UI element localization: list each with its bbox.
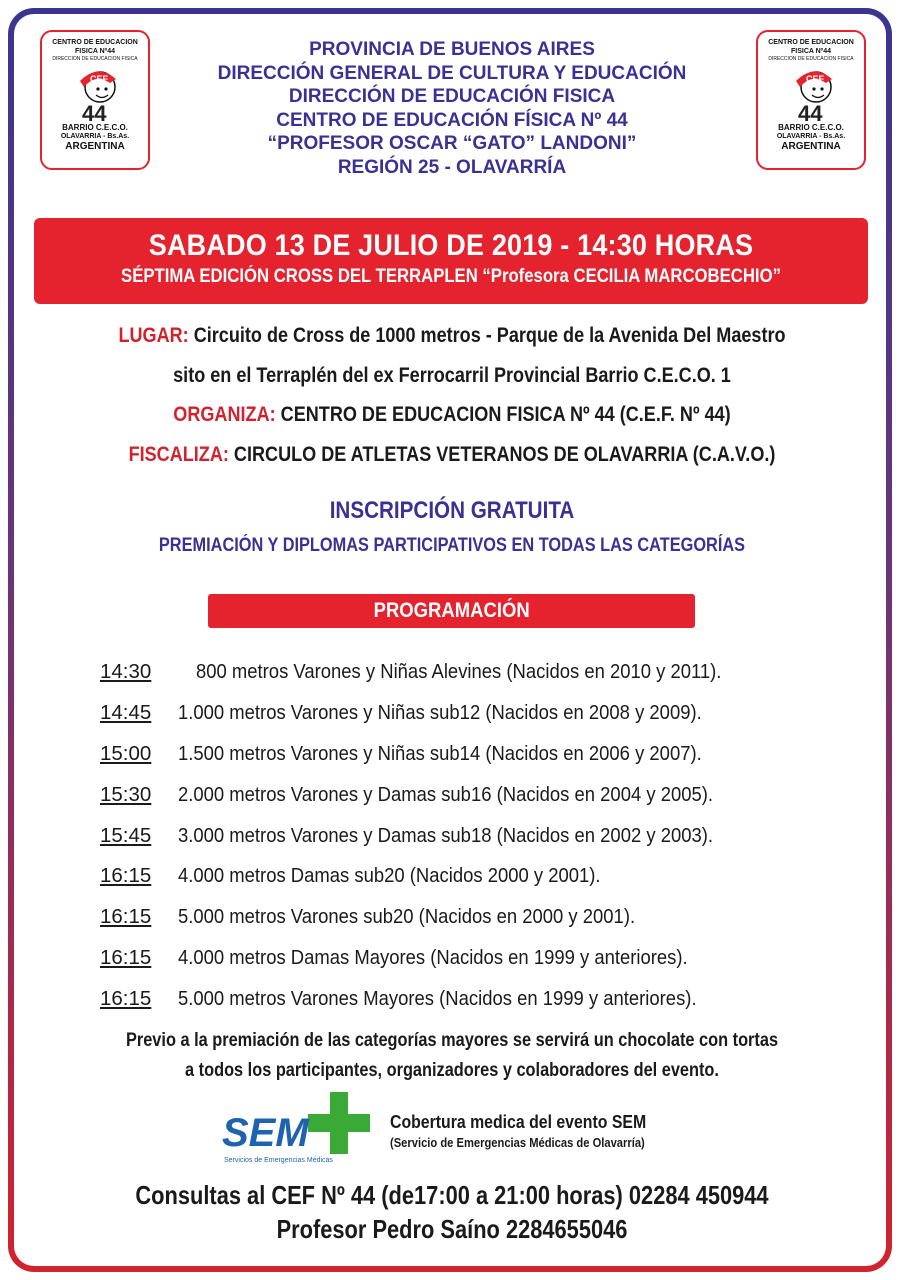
logo-line-1: BARRIO C.E.C.O. bbox=[62, 123, 128, 132]
logo-line-3: ARGENTINA bbox=[781, 141, 841, 152]
schedule-row bbox=[100, 774, 860, 815]
logo-badge-text: CEF bbox=[90, 74, 108, 84]
header-line: DIRECCIÓN DE EDUCACIÓN FISICA bbox=[288, 86, 616, 107]
fiscaliza-text: CIRCULO DE ATLETAS VETERANOS DE OLAVARRIA (C.A.V.O.) bbox=[233, 443, 776, 466]
header-line: PROVINCIA DE BUENOS AIRES bbox=[309, 39, 595, 60]
schedule-row bbox=[100, 938, 860, 979]
logo-number: 44 bbox=[82, 101, 107, 123]
logo-arc-text: CENTRO DE EDUCACION FISICA Nº44 bbox=[768, 39, 854, 55]
cef-logo-left bbox=[40, 30, 150, 170]
mascot-icon bbox=[776, 65, 846, 123]
schedule-row bbox=[100, 897, 860, 938]
organiza-line bbox=[80, 399, 823, 431]
inscripcion-title: INSCRIPCIÓN GRATUITA bbox=[329, 497, 575, 524]
sem-logo-icon bbox=[222, 1088, 378, 1168]
sem-logo-caption: Servicios de Emergencias Médicas bbox=[224, 1157, 333, 1164]
schedule-row bbox=[100, 815, 860, 856]
cef-logo-right bbox=[756, 30, 866, 170]
sem-subtitle: (Servicio de Emergencias Médicas de Olavarría) bbox=[390, 1135, 645, 1150]
lugar-label: LUGAR: bbox=[118, 324, 189, 347]
event-date: SABADO 13 DE JULIO DE 2019 - 14:30 HORAS bbox=[148, 229, 754, 262]
header-line: DIRECCIÓN GENERAL DE CULTURA Y EDUCACIÓN bbox=[217, 62, 687, 84]
schedule-row bbox=[100, 978, 860, 1019]
schedule-time: 14:30 bbox=[100, 660, 152, 684]
logo-arc-subtext: DIRECCION DE EDUCACION FISICA bbox=[768, 56, 854, 62]
contact-line-2: Profesor Pedro Saíno 2284655046 bbox=[276, 1214, 628, 1244]
contact-line-1: Consultas al CEF Nº 44 (de17:00 a 21:00 horas) 02284 450944 bbox=[135, 1180, 769, 1210]
schedule-row bbox=[100, 652, 860, 693]
lugar-text-2: sito en el Terraplén del ex Ferrocarril Provincial Barrio C.E.C.O. 1 bbox=[173, 364, 731, 387]
schedule-time: 14:45 bbox=[100, 701, 152, 725]
schedule-row bbox=[100, 693, 860, 734]
schedule-desc: 3.000 metros Varones y Damas sub18 (Nacidos en 2002 y 2003). bbox=[178, 823, 714, 847]
event-banner bbox=[34, 218, 868, 304]
schedule-time: 15:45 bbox=[100, 823, 152, 847]
header-line: CENTRO DE EDUCACIÓN FÍSICA Nº 44 bbox=[276, 109, 628, 131]
lugar-line-2 bbox=[80, 360, 823, 392]
schedule-desc: 4.000 metros Damas sub20 (Nacidos 2000 y 2001). bbox=[178, 864, 601, 888]
organiza-label: ORGANIZA: bbox=[173, 403, 276, 426]
schedule-time: 15:30 bbox=[100, 782, 152, 806]
sem-title: Cobertura medica del evento SEM bbox=[390, 1112, 647, 1132]
logo-badge-text: CEF bbox=[806, 74, 824, 84]
logo-line-2: OLAVARRIA - Bs.As. bbox=[776, 133, 846, 140]
fiscaliza-line bbox=[80, 439, 823, 471]
schedule-desc: 4.000 metros Damas Mayores (Nacidos en 1999 y anteriores). bbox=[178, 945, 688, 969]
logo-arc-subtext: DIRECCION DE EDUCACION FISICA bbox=[52, 56, 138, 62]
lugar-text: Circuito de Cross de 1000 metros - Parque de la Avenida Del Maestro bbox=[193, 324, 786, 347]
inscripcion-subtitle: PREMIACIÓN Y DIPLOMAS PARTICIPATIVOS EN TODAS LAS CATEGORÍAS bbox=[158, 535, 746, 556]
event-edition: SÉPTIMA EDICIÓN CROSS DEL TERRAPLEN “Profesora CECILIA MARCOBECHIO” bbox=[121, 266, 781, 287]
organiza-text: CENTRO DE EDUCACION FISICA Nº 44 (C.E.F. Nº 44) bbox=[280, 403, 731, 426]
schedule-time: 15:00 bbox=[100, 741, 152, 765]
schedule-list bbox=[100, 652, 860, 1019]
contact-info bbox=[72, 1178, 831, 1246]
lugar-line bbox=[80, 320, 823, 352]
logo-arc-text: CENTRO DE EDUCACION FISICA Nº44 bbox=[52, 39, 138, 55]
institution-header bbox=[160, 38, 744, 179]
logo-line-2: OLAVARRIA - Bs.As. bbox=[60, 133, 130, 140]
schedule-desc: 2.000 metros Varones y Damas sub16 (Nacidos en 2004 y 2005). bbox=[178, 782, 714, 806]
chocolate-note bbox=[63, 1026, 840, 1086]
header-line: REGIÓN 25 - OLAVARRÍA bbox=[337, 156, 567, 178]
programacion-label: PROGRAMACIÓN bbox=[373, 599, 530, 622]
logo-line-3: ARGENTINA bbox=[65, 141, 125, 152]
schedule-desc: 1.000 metros Varones y Niñas sub12 (Nacidos en 2008 y 2009). bbox=[178, 701, 702, 725]
fiscaliza-label: FISCALIZA: bbox=[128, 443, 229, 466]
logo-line-1: BARRIO C.E.C.O. bbox=[778, 123, 844, 132]
schedule-row bbox=[100, 734, 860, 775]
schedule-desc: 5.000 metros Varones sub20 (Nacidos en 2000 y 2001). bbox=[178, 905, 636, 929]
logo-number: 44 bbox=[798, 101, 823, 123]
schedule-time: 16:15 bbox=[100, 905, 152, 929]
mascot-icon bbox=[60, 65, 130, 123]
header-line: “PROFESOR OSCAR “GATO” LANDONI” bbox=[267, 133, 637, 154]
schedule-row bbox=[100, 856, 860, 897]
schedule-time: 16:15 bbox=[100, 986, 152, 1010]
schedule-desc: 5.000 metros Varones Mayores (Nacidos en 1999 y anteriores). bbox=[178, 986, 697, 1010]
note-line-2: a todos los participantes, organizadores y colaboradores del evento. bbox=[185, 1060, 719, 1081]
programacion-title bbox=[208, 594, 695, 628]
schedule-time: 16:15 bbox=[100, 945, 152, 969]
schedule-desc: 800 metros Varones y Niñas Alevines (Nacidos en 2010 y 2011). bbox=[196, 660, 722, 684]
sem-coverage bbox=[390, 1112, 686, 1150]
sem-logo-text: SEM bbox=[222, 1111, 309, 1155]
schedule-time: 16:15 bbox=[100, 864, 152, 888]
note-line-1: Previo a la premiación de las categorías mayores se servirá un chocolate con tortas bbox=[125, 1030, 779, 1051]
schedule-desc: 1.500 metros Varones y Niñas sub14 (Nacidos en 2006 y 2007). bbox=[178, 741, 702, 765]
